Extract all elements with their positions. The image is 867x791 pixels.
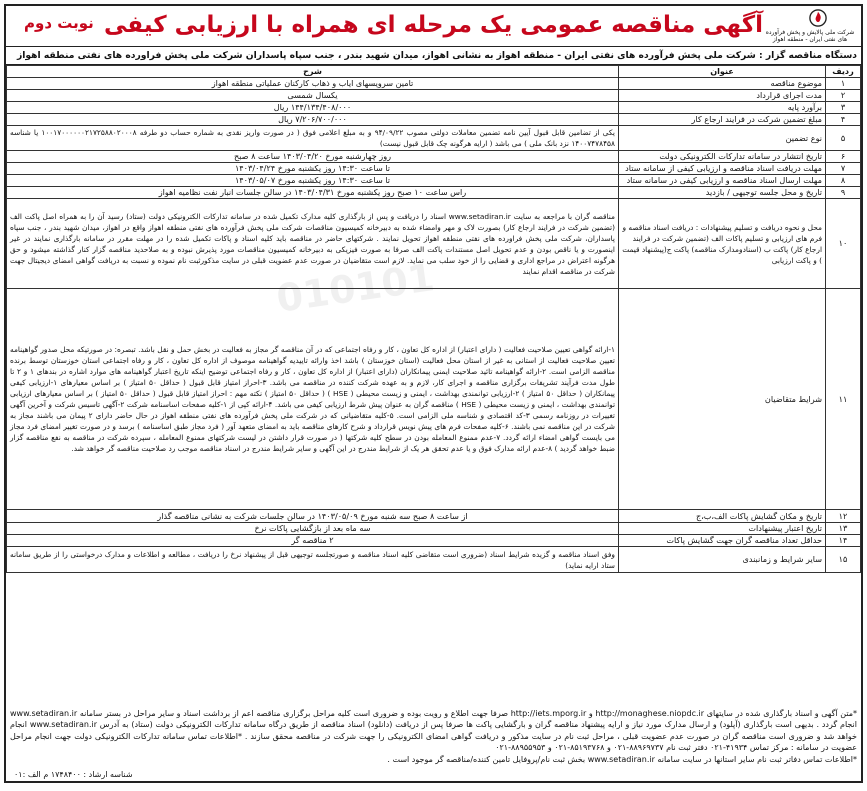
row-description: تامین سرویسهای ایاب و ذهاب کارکنان عملیاتی منطقه اهواز — [7, 78, 619, 90]
row-title: تاریخ و مکان گشایش پاکات الف،ب،ج — [619, 510, 826, 523]
col-desc-header: شرح — [7, 66, 619, 78]
row-description: تا ساعت ۱۴:۳۰ روز یکشنبه مورخ ۱۴۰۳/۰۵/۰۷ — [7, 175, 619, 187]
watermark: 010101 — [273, 255, 437, 321]
footer-note-1: *متن آگهی و اسناد بارگذاری شده در سایتهای http://monaghese.niopdc.ir و http://iets.mporg.ir صرفا جهت اطلاع و رویت بوده و ضروری است کلیه مراحل برگزاری مناقصه اعم از برداشت اسناد و سایر مراحل در بستر سامانه www.setadiran.ir انجام گردد . بدیهی است بارگذاری (آپلود) و ارسال مدارک مورد نیاز و ارایه پیشنهاد مناقصه گران و بارگشایی پاکت ها صرفا پس از دریافت (دانلود) اسناد مناقصه از طریق درگاه سامانه تدارکات الکترونیکی دولت (ستاد) به آدرس www.setadiran.ir انجام خواهد شد و ضروری است مناقصه گران در صورت عدم عضویت قبلی ، مراحل ثبت نام در سایت مذکور و دریافت گواهی امضای الکترونیکی را جهت شرکت در مناقصه محقق سازند . *اطلاعات تماس سامانه تدارکات الکترونیکی دولت جهت انجام مراحل عضویت در سامانه : مرکز تماس ۴۱۹۳۴-۰۲۱ دفتر ثبت نام ۸۸۹۶۹۷۳۷-۰۲۱ و ۸۵۱۹۳۷۶۸-۰۲۱ و ۸۸۹۵۵۹۵۳-۰۲۱ — [10, 708, 858, 752]
publication-id: شناسه ارشاد : ۱۷۴۸۴۰۰ م الف :۰۱ — [14, 770, 133, 779]
row-title: مبلغ تضمین شرکت در فرایند ارجاع کار — [619, 114, 826, 126]
row-number: ۷ — [826, 163, 861, 175]
row-description: از ساعت ۸ صبح سه شنبه مورخ ۱۴۰۳/۰۵/۰۹ در سالن جلسات شرکت به نشانی مناقصه گذار — [7, 510, 619, 523]
row-description: راس ساعت ۱۰ صبح روز یکشنبه مورخ ۱۴۰۳/۰۴/۳۱ در سالن جلسات انبار نفت نظامیه اهواز — [7, 187, 619, 199]
row-description: ۷/۲۰۶/۷۰۰/۰۰۰ ریال — [7, 114, 619, 126]
row-number: ۱۲ — [826, 510, 861, 523]
row-description: روز چهارشنبه مورخ ۱۴۰۳/۰۴/۲۰ ساعت ۸ صبح — [7, 151, 619, 163]
table-row — [7, 114, 861, 126]
row-number: ۱۵ — [826, 547, 861, 573]
row-description: سه ماه بعد از بازگشایی پاکات نرخ — [7, 523, 619, 535]
row-title: محل و نحوه دریافت و تسلیم پیشنهادات : دریافت اسناد مناقصه و فرم های ارزیابی و تسلیم پاکات الف (تضمین شرکت در فرایند ارجاع کار) پاکت ب (اسنادومدارک مناقصه) پاکت ج(پیشنهاد قیمت ) و پاکت ارزیابی — [619, 199, 826, 289]
table-row — [7, 199, 861, 289]
table-row — [7, 523, 861, 535]
tender-notice — [4, 4, 863, 783]
row-title: مدت اجرای قرارداد — [619, 90, 826, 102]
publication-round: نوبت دوم — [24, 14, 94, 32]
row-number: ۱۱ — [826, 289, 861, 510]
row-number: ۹ — [826, 187, 861, 199]
row-number: ۱۰ — [826, 199, 861, 289]
table-row — [7, 547, 861, 573]
row-number: ۱۴ — [826, 535, 861, 547]
table-row — [7, 90, 861, 102]
table-row — [7, 163, 861, 175]
row-number: ۸ — [826, 175, 861, 187]
table-row — [7, 78, 861, 90]
logo-caption: شرکت ملی پالایش و پخش فرآورده های نفتی ایران - منطقه اهواز — [765, 29, 855, 43]
row-title: شرایط متقاضیان — [619, 289, 826, 510]
row-number: ۲ — [826, 90, 861, 102]
row-title: برآورد پایه — [619, 102, 826, 114]
row-description: مناقصه گران با مراجعه به سایت www.setadiran.ir اسناد را دریافت و پس از بارگذاری کلیه مدارک تکمیل شده در سامانه تدارکات الکترونیکی دولت (ستاد) رسید آن را به همراه اصل پاکت الف (تضمین شرکت در فرایند ارجاع کار) بصورت لاک و مهر وامضاء شده به دبیرخانه کمیسیون مناقصات شرکت ملی پخش فرآورده های نفتی منطقه اهواز واقع در اهواز، میدان شهید بندر ، جنب سپاه پاسداران، شرکت ملی پخش فراورده های نفتی منطقه اهواز تحویل نمایند . شرکتهای حاضر در مناقصه باید کلیه اسناد و پاکات تکمیل شده را در مهلت مقرر در سامانه بارگذاری نمایند در غیر اینصورت و یا ناقص بودن و عدم تحویل اصل مستندات پاکت الف صرفا به صورت فیزیکی به دبیرخانه کمیسیون مناقصات مورد پذیرش نبوده و به صلاحدید مناقصه گزار کنار گذاشته میشود و حق هرگونه اعتراض در مراجع اداری و قضایی را از خود سلب می نماید. لازم است متقاضیان در صورت عدم عضویت قبلی در سایت مذکورثبت نام نموده و نسبت به دریافت گواهی امضای دیجیتال جهت شرکت در مناقصه اقدام نمایند — [7, 199, 619, 289]
table-row — [7, 151, 861, 163]
footer-notes — [10, 708, 857, 766]
footer-note-2: *اطلاعات تماس دفاتر ثبت نام سایر استانها در سایت سامانه www.setadiran.ir بخش ثبت نام/پروفایل تامین کننده/مناقصه گر موجود است . — [387, 754, 857, 764]
table-row — [7, 510, 861, 523]
table-row — [7, 289, 861, 510]
row-description: ۲ مناقصه گر — [7, 535, 619, 547]
row-title: تاریخ اعتبار پیشنهادات — [619, 523, 826, 535]
row-number: ۳ — [826, 102, 861, 114]
row-title: تاریخ انتشار در سامانه تدارکات الکترونیکی دولت — [619, 151, 826, 163]
table-row — [7, 187, 861, 199]
row-description: ۱-ارائه گواهی تعیین صلاحیت فعالیت ( دارای اعتبار) از اداره کل تعاون ، کار و رفاه اجتماعی که در آن مناقصه گر مجاز به فعالیت در بخش حمل و نقل باشد. تبصره: در صورتیکه محل صدور گواهینامه تعیین صلاحیت فعالیت از استانی به غیر از استان محل فعالیت (استان خوزستان ) باشد اخذ وارائه تاییدیه گواهینامه موصوف از اداره کل تعاون ، کار و رفاه اجتماعی استان خوزستان توسط برنده مناقصه الزامی است. ۲-ارائه گواهینامه تائید صلاحیت ایمنی پیمانکاران (دارای اعتبار) از اداره کل تعاون ، کار و رفاه اجتماعی توضیح اینکه تاریخ اعتبار گواهینامه های موارد اشاره در بندهای ۱ و ۲ تا طول مدت فرآیند تشریفات برگزاری مناقصه و اجرای کار، لازم و به عهده شرکت کننده در مناقصه می باشد. ۳-احراز امتیاز قابل قبول ( حداقل ۵۰ امتیاز ) بر اساس معیارهای ۱-ارزیابی کیفی پیمانکاران ( حداقل ۵۰ امتیاز ) ۲-ارزیابی توانمندی بهداشت ، ایمنی و زیست محیطی ( HSE ) ( حداقل ۵۰ امتیاز ) نکته مهم : احراز امتیاز قابل قبول ( حداقل ۵۰ امتیاز ) بر اساس معیارهای ارزیابی توانمندی بهداشت ، ایمنی و زیست محیطی ( HSE ) مناقصه گران به عنوان پیش شرط ارزیابی کیفی می باشد. ۴-ارائه کپی از ۱-کلیه صفحات اساسنامه شرکت ۲-آگهی تاسیس شرکت و آخرین آگهی تغییرات در روزنامه رسمی ۳-کد اقتصادی و شناسه ملی الزامی است. ۵-کلیه متقاضیانی که در شرکت ملی پخش فرآورده های نفتی منطقه اهواز در حال حاضر دارای ۲ پیمان می باشند مجاز به شرکت در این مناقصه نمی باشند. ۶-کلیه صفحات فرم های پیش نویس قرارداد و شرح کارهای مناقصه باید به امضای متعهد آور ( فرد مجاز طبق اساسنامه ) برسد و در صورت تغییر امضای فرد مجاز می بایست گواهی امضاء ارائه گردد. ۷-عدم ممنوع المعامله بودن در سطح کلیه شرکتها ( در صورت قرار داشتن در لیست شرکتهای ممنوع المعامله ، سپرده شرکت در مناقصه به نفع مناقصه گزار ضبط خواهد گردید ) ۸-عدم ارائه مدارک فوق و یا عدم تحقق هر یک از شرایط مندرج در این آگهی و سایر شرایط مندرج در اسناد مناقصه موجب رد صلاحیت مناقصه گر خواهد شد. — [7, 289, 619, 510]
row-number: ۱۳ — [826, 523, 861, 535]
row-title: حداقل تعداد مناقصه گران جهت گشایش پاکات — [619, 535, 826, 547]
row-number: ۵ — [826, 126, 861, 151]
row-title: موضوع مناقصه — [619, 78, 826, 90]
notice-header — [6, 6, 861, 47]
notice-title: آگهی مناقصه عمومی یک مرحله ای همراه با ارزیابی کیفی — [104, 12, 763, 38]
row-description: یکسال شمسی — [7, 90, 619, 102]
tender-table — [6, 65, 861, 573]
col-title-header: عنوان — [619, 66, 826, 78]
row-description: ۱۴۴/۱۳۴/۴۰۸/۰۰۰ ریال — [7, 102, 619, 114]
row-number: ۴ — [826, 114, 861, 126]
row-description: وفق اسناد مناقصه و گزیده شرایط اسناد (ضروری است متقاضی کلیه اسناد مناقصه و صورتجلسه توجیهی قبل از پیشنهاد نرخ را دریافت ، مطالعه و اطلاعات و مدارک درخواستی را از طریق سامانه ستاد ارایه نماید) — [7, 547, 619, 573]
row-number: ۶ — [826, 151, 861, 163]
row-title: سایر شرایط و زمانبندی — [619, 547, 826, 573]
organizer-line: دستگاه مناقصه گزار : شرکت ملی پخش فرآورده های نفتی ایران - منطقه اهواز به نشانی اهواز، میدان شهید بندر ، جنب سپاه پاسداران شرکت ملی پخش فراورده های نفتی منطقه اهواز — [6, 47, 861, 65]
table-row — [7, 175, 861, 187]
table-row — [7, 102, 861, 114]
row-title: تاریخ و محل جلسه توجیهی / بازدید — [619, 187, 826, 199]
row-description: تا ساعت ۱۴:۳۰ روز یکشنبه مورخ ۱۴۰۳/۰۴/۲۴ — [7, 163, 619, 175]
row-title: نوع تضمین — [619, 126, 826, 151]
table-header-row — [7, 66, 861, 78]
row-description: یکی از تضامین قابل قبول آیین نامه تضمین معاملات دولتی مصوب ۹۴/۰۹/۲۲ و به مبلغ اعلامی فوق ( در صورت واریز نقدی به شماره حساب دو طرفه ۱۰۰۱۷۰۰۰۰۰۰۲۱۷۲۵۸۸۰۲۰۰۰۸ یا شناسه ۱۴۰۰۷۴۷۸۴۵۸ نزد بانک ملی ) می باشد ( ارایه هرگونه چک قابل قبول نیست) — [7, 126, 619, 151]
row-title: مهلت ارسال اسناد مناقصه و ارزیابی کیفی در سامانه ستاد — [619, 175, 826, 187]
row-title: مهلت دریافت اسناد مناقصه و ارزیابی کیفی از سامانه ستاد — [619, 163, 826, 175]
col-num-header: ردیف — [826, 66, 861, 78]
table-row — [7, 535, 861, 547]
table-row — [7, 126, 861, 151]
row-number: ۱ — [826, 78, 861, 90]
